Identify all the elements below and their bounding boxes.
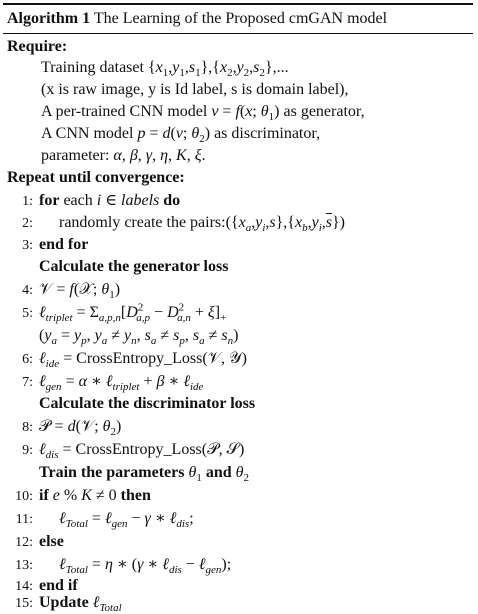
require-line-2: (x is raw image, y is Id label, s is domain label), (41, 81, 349, 98)
algorithm-title (7, 9, 387, 29)
step-8: 8: 𝒫 = d(𝒱; $\theta_2$) (22, 418, 122, 439)
step-1: 1: for each i ∈ labels do (22, 192, 181, 209)
step-4: 4: 𝒱 = f(𝒳; $\theta_1$) (22, 281, 121, 302)
require-line-4: A CNN model p = d(v; $\theta_2$) as discriminator, (41, 125, 321, 146)
require-label: Require: (7, 38, 68, 55)
title-rule (3, 33, 473, 34)
algorithm-label: Algorithm 1 (7, 10, 91, 27)
step-5-constraints: ($y_a = y_p$, $y_a \ne y_n$, $s_a \ne s_p$, $s_a \ne s_n$) (39, 327, 239, 348)
step-15: 15: Update ℓ$_{Total}$ (15, 594, 122, 614)
discriminator-loss-header: Calculate the discriminator loss (39, 395, 256, 412)
step-7: 7: ℓ$_{gen}$ = α ∗ ℓ$_{triplet}$ + β ∗ ℓ$_{ide}$ (22, 373, 204, 394)
step-14: 14: end if (15, 577, 78, 594)
step-3: 3: end for (22, 236, 89, 253)
step-2: 2: randomly create the $pairs:(\{x_a,y_i,s\},\{x_b,y_i,\overline{s}\})$ (22, 214, 346, 235)
top-rule (3, 3, 473, 5)
step-11: 11: ℓ$_{Total}$ = ℓ$_{gen}$ − γ ∗ ℓ$_{dis}$; (15, 510, 194, 531)
step-6: 6: ℓ$_{ide}$ = CrossEntropy_Loss(𝒱, 𝒴) (22, 350, 247, 371)
step-13: 13: ℓ$_{Total}$ = η ∗ (γ ∗ ℓ$_{dis}$ − ℓ$_{gen}$); (15, 556, 232, 577)
step-10: 10: if e % K ≠ 0 then (15, 487, 151, 504)
step-12: 12: else (15, 533, 64, 550)
step-9: 9: ℓ$_{dis}$ = CrossEntropy_Loss(𝒫, 𝒮) (22, 441, 245, 462)
require-line-5: parameter: α, β, γ, η, K, ξ. (41, 147, 206, 164)
require-line-3: A per-trained CNN model v = f(x; $\theta_1$) as generator, (41, 103, 365, 124)
repeat-label: Repeat until convergence: (7, 169, 185, 186)
algorithm-box (3, 3, 473, 614)
require-line-1: Training dataset $\{x_1,y_1,s_1\},\{x_2,y_2,s_2\}$,... (41, 59, 289, 80)
generator-loss-header: Calculate the generator loss (39, 258, 229, 275)
step-5: 5: ℓ$_{triplet}$ = $\Sigma_{a,p,n}[D^2_{a,p} - D^2_{a,n} + \xi]_+$ (22, 301, 227, 325)
algorithm-title-text: The Learning of the Proposed cmGAN model (93, 10, 388, 27)
train-parameters-header: Train the parameters $\theta_1$ and $\theta_2$ (39, 464, 249, 485)
